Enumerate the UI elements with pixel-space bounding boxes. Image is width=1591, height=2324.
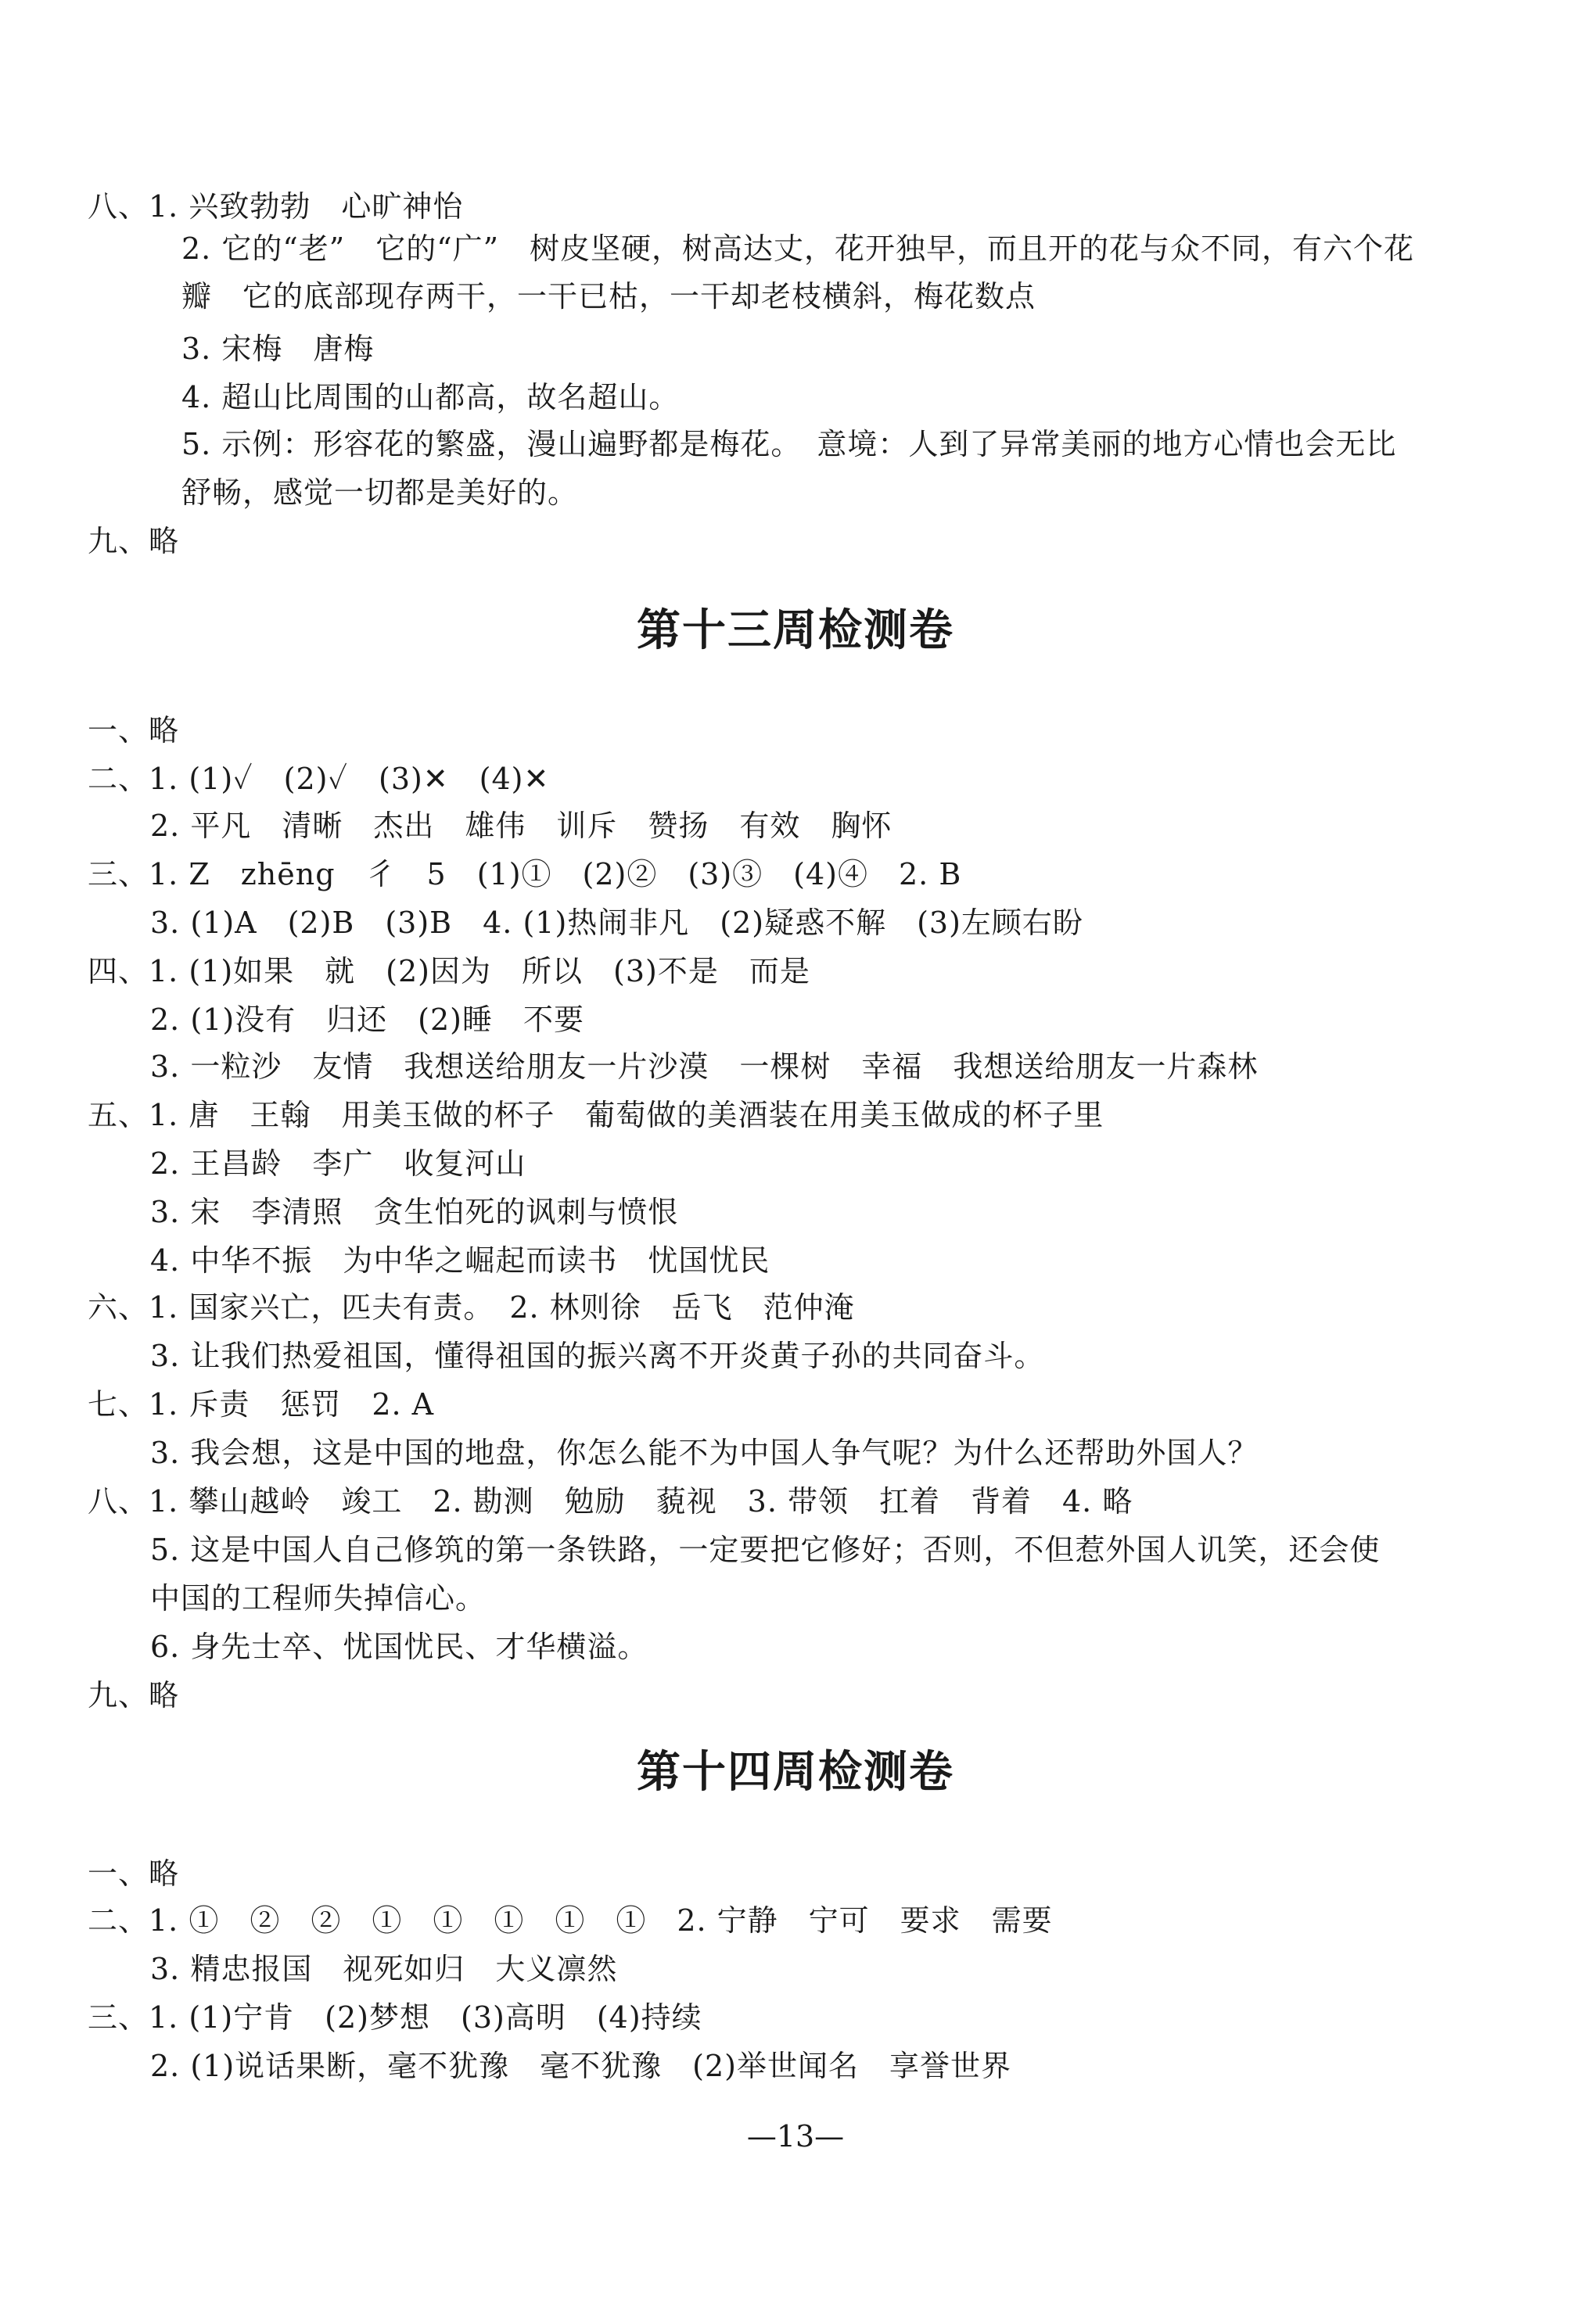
- answer-line: 八、1. 兴致勃勃 心旷神怡: [88, 189, 464, 224]
- answer-line: 九、略: [88, 524, 180, 558]
- section-title: 第十三周检测卷: [637, 605, 954, 656]
- answer-line: 3. 一粒沙 友情 我想送给朋友一片沙漠 一棵树 幸福 我想送给朋友一片森林: [150, 1049, 1259, 1084]
- answer-line: 七、1. 斥责 惩罚 2. A: [88, 1387, 435, 1422]
- answer-line: 4. 超山比周围的山都高，故名超山。: [181, 380, 680, 414]
- section-title: 第十四周检测卷: [637, 1747, 954, 1798]
- answer-line: 3. 精忠报国 视死如归 大义凛然: [150, 1952, 618, 1986]
- answer-line: 5. 示例：形容花的繁盛，漫山遍野都是梅花。 意境：人到了异常美丽的地方心情也会无比: [181, 427, 1397, 461]
- answer-line: 3. (1)A (2)B (3)B 4. (1)热闹非凡 (2)疑惑不解 (3)左顾右盼: [150, 906, 1083, 940]
- answer-line: 3. 我会想，这是中国的地盘，你怎么能不为中国人争气呢？为什么还帮助外国人？: [150, 1436, 1259, 1470]
- answer-line: 2. (1)说话果断，毫不犹豫 毫不犹豫 (2)举世闻名 享誉世界: [150, 2049, 1011, 2083]
- answer-line: 三、1. Z zhēng 彳 5 (1)① (2)② (3)③ (4)④ 2. B: [88, 857, 962, 891]
- answer-line: 三、1. (1)宁肯 (2)梦想 (3)高明 (4)持续: [88, 2000, 702, 2035]
- answer-line: 6. 身先士卒、忧国忧民、才华横溢。: [150, 1630, 648, 1664]
- answer-line: 五、1. 唐 王翰 用美玉做的杯子 葡萄做的美酒装在用美玉做成的杯子里: [88, 1098, 1104, 1132]
- answer-line: 2. 王昌龄 李广 收复河山: [150, 1146, 526, 1181]
- answer-line: 3. 宋 李清照 贪生怕死的讽刺与愤恨: [150, 1195, 679, 1229]
- answer-line: 九、略: [88, 1678, 180, 1713]
- answer-line: 3. 宋梅 唐梅: [181, 332, 375, 366]
- answer-line: 舒畅，感觉一切都是美好的。: [181, 475, 579, 510]
- answer-line: 二、1. ① ② ② ① ① ① ① ① 2. 宁静 宁可 要求 需要: [88, 1903, 1053, 1938]
- answer-line: 4. 中华不振 为中华之崛起而读书 忧国忧民: [150, 1243, 770, 1278]
- answer-line: 2. (1)没有 归还 (2)睡 不要: [150, 1002, 584, 1037]
- answer-line: 2. 平凡 清晰 杰出 雄伟 训斥 赞扬 有效 胸怀: [150, 809, 892, 843]
- answer-line: 瓣 它的底部现存两干，一干已枯，一干却老枝横斜，梅花数点: [181, 279, 1036, 314]
- answer-line: 六、1. 国家兴亡，匹夫有责。 2. 林则徐 岳飞 范仲淹: [88, 1290, 855, 1325]
- page-number: —13—: [746, 2119, 845, 2154]
- answer-line: 2. 它的“老” 它的“广” 树皮坚硬，树高达丈，花开独早，而且开的花与众不同，有六个花: [181, 231, 1415, 266]
- answer-line: 中国的工程师失掉信心。: [150, 1581, 487, 1616]
- answer-line: 四、1. (1)如果 就 (2)因为 所以 (3)不是 而是: [88, 954, 810, 988]
- answer-line: 一、略: [88, 1856, 180, 1891]
- answer-line: 一、略: [88, 713, 180, 748]
- answer-line: 5. 这是中国人自己修筑的第一条铁路，一定要把它修好；否则，不但惹外国人讥笑，还会使: [150, 1533, 1381, 1567]
- answer-line: 二、1. (1)✓ (2)✓ (3)✕ (4)✕: [88, 762, 550, 796]
- answer-line: 3. 让我们热爱祖国，懂得祖国的振兴离不开炎黄子孙的共同奋斗。: [150, 1339, 1045, 1373]
- answer-line: 八、1. 攀山越岭 竣工 2. 勘测 勉励 藐视 3. 带领 扛着 背着 4. 略: [88, 1484, 1133, 1519]
